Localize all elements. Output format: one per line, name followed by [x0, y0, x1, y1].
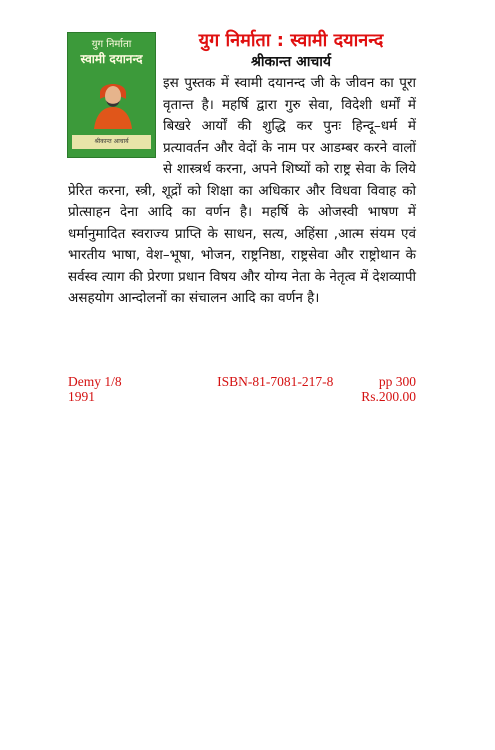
details-row-1: [68, 374, 416, 389]
book-title: युग निर्माता : स्वामी दयानन्द: [198, 30, 384, 51]
description-text: इस पुस्तक में स्वामी दयानन्द जी के जीवन का पूरा वृतान्त है। महर्षि द्वारा गुरु सेवा, विदेशी धर्मों में बिखरे आर्यों की शुद्धि कर पुनः हिन्दू–धर्म में प्रत्यावर्तन और वेदों के नाम पर आडम्बर करने वालों से शास्त्रर्थ करना, अपने शिष्यों को राष्ट्र सेवा के लिये प्रेरित करना, स्त्री, शूद्रों को शिक्षा का अधिकार और विधवा विवाह को प्रोत्साहन देना आदि का वर्णन है। महर्षि के ओजस्वी भाषण में धर्मानुमादित स्वराज्य प्राप्ति के साधन, सत्य, अहिंसा ,आत्म संयम एवं भारतीय भाषा, वेश–भूषा, भोजन, राष्ट्रनिष्ठा, राष्ट्रसेवा और राष्ट्रोथान के सर्वस्व त्याग की प्रेरणा प्रधान विषय और योग्य नेता के नेतृत्व में देशव्यापी असहयोग आन्दोलनों का संचालन आदि का वर्णन है।: [68, 75, 416, 306]
book-author: श्रीकान्त आचार्य: [250, 54, 332, 70]
book-price: Rs.200.00: [361, 389, 416, 404]
cover-title: स्वामी दयानन्द: [80, 52, 143, 66]
book-description: [68, 73, 416, 310]
cover-series-title: युग निर्माता: [91, 39, 132, 50]
book-year: 1991: [68, 389, 95, 404]
cover-wrap-spacer: [68, 73, 163, 161]
book-format: Demy 1/8: [68, 374, 122, 389]
book-isbn: ISBN-81-7081-217-8: [217, 374, 334, 389]
book-details: [68, 374, 416, 404]
details-row-2: [68, 389, 416, 404]
book-pages: pp 300: [378, 374, 416, 389]
cover-wrap-spacer-lower: [68, 161, 162, 179]
cover-author-band: श्रीकान्त आचार्य: [72, 135, 151, 149]
